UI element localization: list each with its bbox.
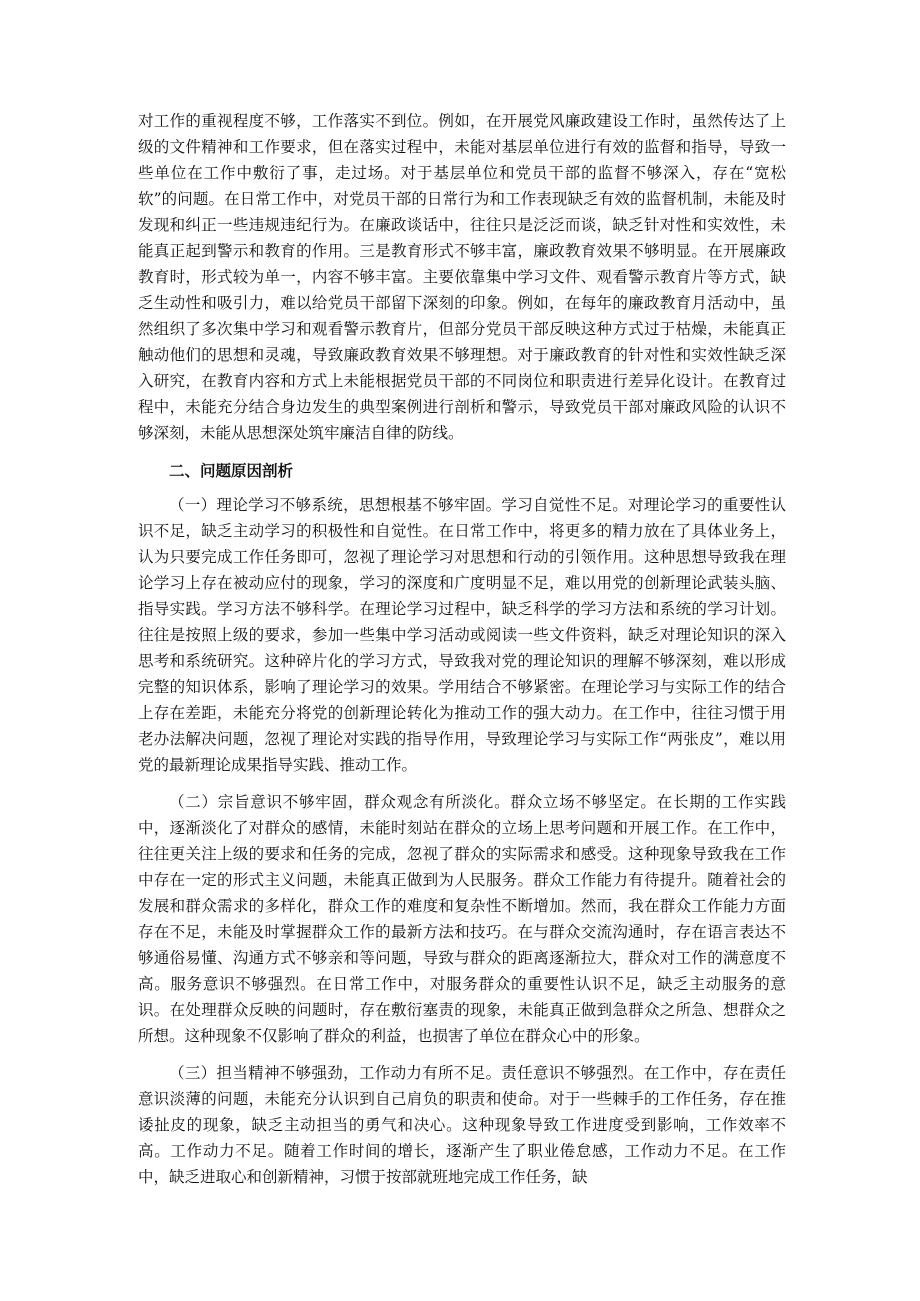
paragraph-section-1: （一）理论学习不够系统，思想根基不够牢固。学习自觉性不足。对理论学习的重要性认识不足，缺乏主动学习的积极性和自觉性。在日常工作中，将更多的精力放在了具体业务上，认为只要完成工作任务即可，忽视了理论学习对思想和行动的引领作用。这种思想导致我在理论学习上存在被动应付的现象，学习的深度和广度明显不足，难以用党的创新理论武装头脑、指导实践。学习方法不够科学。在理论学习过程中，缺乏科学的学习方法和系统的学习计划。往往是按照上级的要求，参加一些集中学习活动或阅读一些文件资料，缺乏对理论知识的深入思考和系统研究。这种碎片化的学习方式，导致我对党的理论知识的理解不够深刻，难以形成完整的知识体系，影响了理论学习的效果。学用结合不够紧密。在理论学习与实际工作的结合上存在差距，未能充分将党的创新理论转化为推动工作的强大动力。在工作中，往往习惯于用老办法解决问题，忽视了理论对实践的指导作用，导致理论学习与实际工作“两张皮”，难以用党的最新理论成果指导实践、推动工作。: [138, 496, 786, 774]
document-body: [138, 108, 786, 1190]
paragraph-section-2: （二）宗旨意识不够牢固，群众观念有所淡化。群众立场不够坚定。在长期的工作实践中，逐渐淡化了对群众的感情，未能时刻站在群众的立场上思考问题和开展工作。在工作中，往往更关注上级的要求和任务的完成，忽视了群众的实际需求和感受。这种现象导致我在工作中存在一定的形式主义问题，未能真正做到为人民服务。群众工作能力有待提升。随着社会的发展和群众需求的多样化，群众工作的难度和复杂性不断增加。然而，我在群众工作能力方面存在不足，未能及时掌握群众工作的最新方法和技巧。在与群众交流沟通时，存在语言表达不够通俗易懂、沟通方式不够亲和等问题，导致与群众的距离逐渐拉大，群众对工作的满意度不高。服务意识不够强烈。在日常工作中，对服务群众的重要性认识不足，缺乏主动服务的意识。在处理群众反映的问题时，存在敷衍塞责的现象，未能真正做到急群众之所急、想群众之所想。这种现象不仅影响了群众的利益，也损害了单位在群众心中的形象。: [138, 793, 786, 1045]
paragraph-gap: [138, 1049, 786, 1060]
section-heading: 二、问题原因剖析: [169, 462, 294, 480]
paragraph-gap: [138, 778, 786, 789]
paragraph-section-3: （三）担当精神不够强劲，工作动力有所不足。责任意识不够强烈。在工作中，存在责任意识淡薄的问题，未能充分认识到自己肩负的职责和使命。对于一些棘手的工作任务，存在推诿扯皮的现象，缺乏主动担当的勇气和决心。这种现象导致工作进度受到影响，工作效率不高。工作动力不足。随着工作时间的增长，逐渐产生了职业倦怠感，工作动力不足。在工作中，缺乏进取心和创新精神，习惯于按部就班地完成工作任务，缺: [138, 1064, 786, 1186]
paragraph-continued: 对工作的重视程度不够，工作落实不到位。例如，在开展党风廉政建设工作时，虽然传达了上级的文件精神和工作要求，但在落实过程中，未能对基层单位进行有效的监督和指导，导致一些单位在工作中敷衍了事，走过场。对于基层单位和党员干部的监督不够深入，存在“宽松软”的问题。在日常工作中，对党员干部的日常行为和工作表现缺乏有效的监督机制，未能及时发现和纠正一些违规违纪行为。在廉政谈话中，往往只是泛泛而谈，缺乏针对性和实效性，未能真正起到警示和教育的作用。三是教育形式不够丰富，廉政教育效果不够明显。在开展廉政教育时，形式较为单一，内容不够丰富。主要依靠集中学习文件、观看警示教育片等方式，缺乏生动性和吸引力，难以给党员干部留下深刻的印象。例如，在每年的廉政教育月活动中，虽然组织了多次集中学习和观看警示教育片，但部分党员干部反映这种方式过于枯燥，未能真正触动他们的思想和灵魂，导致廉政教育效果不够理想。对于廉政教育的针对性和实效性缺乏深入研究，在教育内容和方式上未能根据党员干部的不同岗位和职责进行差异化设计。在教育过程中，未能充分结合身边发生的典型案例进行剖析和警示，导致党员干部对廉政风险的认识不够深刻，未能从思想深处筑牢廉洁自律的防线。: [138, 112, 786, 442]
